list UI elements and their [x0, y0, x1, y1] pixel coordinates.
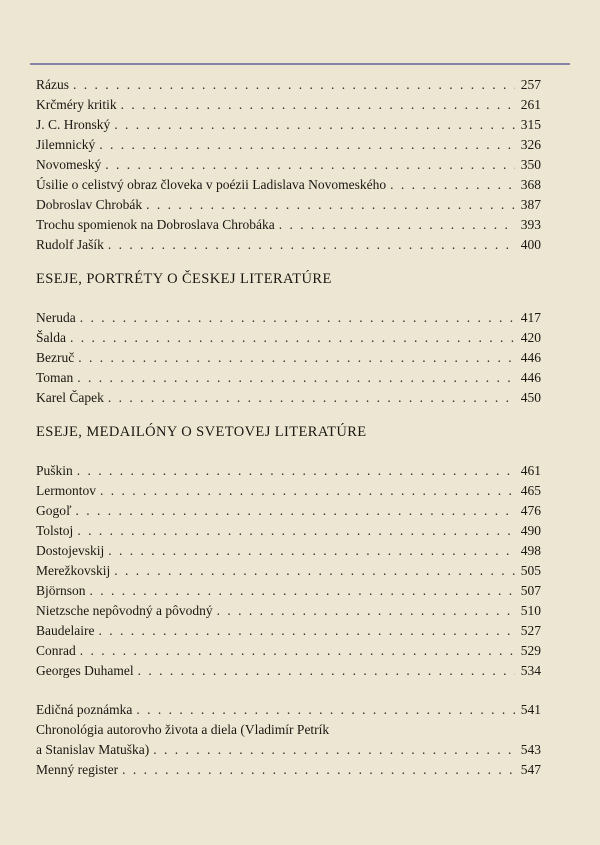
toc-entry	[36, 521, 541, 541]
toc-entry-title: Menný register	[36, 762, 119, 777]
toc-entry-title: Trochu spomienok na Dobroslava Chrobáka	[36, 217, 275, 232]
toc-entry-page: 393	[520, 217, 541, 232]
toc-entry-page: 547	[520, 762, 541, 777]
toc-entry-title: Merežkovskij	[36, 563, 111, 578]
top-rule	[30, 63, 570, 65]
toc-entry-page: 450	[520, 390, 541, 405]
toc-entry	[36, 661, 541, 681]
toc-entry-page: 261	[520, 97, 541, 112]
dot-leader	[136, 700, 515, 720]
dot-leader	[99, 135, 515, 155]
section-czech-literature	[36, 308, 541, 408]
toc-entry-page: 490	[520, 523, 541, 538]
toc-entry-title: Neruda	[36, 310, 76, 325]
toc-entry-page: 507	[520, 583, 541, 598]
toc-entry	[36, 235, 541, 255]
toc-entry-page: 510	[520, 603, 541, 618]
toc-entry-page: 446	[520, 350, 541, 365]
toc-entry	[36, 368, 541, 388]
toc-entry	[36, 621, 541, 641]
toc-entry	[36, 388, 541, 408]
dot-leader	[80, 641, 515, 661]
section-world-literature	[36, 461, 541, 681]
dot-leader	[217, 601, 515, 621]
toc-entry-title: Björnson	[36, 583, 86, 598]
dot-leader	[100, 481, 515, 501]
toc-entry-title: Puškin	[36, 463, 73, 478]
toc-entry	[36, 195, 541, 215]
section-heading-world: ESEJE, MEDAILÓNY O SVETOVEJ LITERATÚRE	[36, 424, 367, 440]
toc-entry-page: 465	[520, 483, 541, 498]
dot-leader	[390, 175, 515, 195]
toc-entry-page: 326	[520, 137, 541, 152]
toc-entry-register	[36, 760, 541, 780]
toc-entry-page: 387	[520, 197, 541, 212]
section-slovak-authors	[36, 75, 541, 255]
toc-entry-title: Lermontov	[36, 483, 96, 498]
toc-entry-title: Toman	[36, 370, 74, 385]
toc-entry-title: Nietzsche nepôvodný a pôvodný	[36, 603, 213, 618]
toc-entry-title: Úsilie o celistvý obraz človeka v poézii Ladislava Novomeského	[36, 177, 387, 192]
dot-leader	[122, 760, 515, 780]
dot-leader	[108, 388, 515, 408]
toc-entry-title: Šalda	[36, 330, 66, 345]
toc-entry-page: 446	[520, 370, 541, 385]
dot-leader	[153, 740, 515, 760]
toc-entry-title: Conrad	[36, 643, 76, 658]
toc-entry-page: 315	[520, 117, 541, 132]
dot-leader	[80, 308, 515, 328]
toc-entry-title: Rudolf Jašík	[36, 237, 104, 252]
dot-leader	[73, 75, 515, 95]
toc-entry-page: 543	[520, 742, 541, 757]
toc-entry-title: Karel Čapek	[36, 390, 104, 405]
section-appendix	[36, 700, 541, 780]
dot-leader	[121, 95, 515, 115]
toc-entry-title: Dobroslav Chrobák	[36, 197, 143, 212]
toc-entry-page: 257	[520, 77, 541, 92]
toc-entry-title: Bezruč	[36, 350, 75, 365]
toc-entry-page: 527	[520, 623, 541, 638]
dot-leader	[75, 501, 515, 521]
toc-entry	[36, 215, 541, 235]
toc-entry-title: Tolstoj	[36, 523, 74, 538]
dot-leader	[138, 661, 515, 681]
toc-entry	[36, 155, 541, 175]
toc-entry-page: 476	[520, 503, 541, 518]
toc-entry-page: 529	[520, 643, 541, 658]
section-heading-czech: ESEJE, PORTRÉTY O ČESKEJ LITERATÚRE	[36, 271, 332, 287]
toc-entry-title: Dostojevskij	[36, 543, 105, 558]
toc-entry-title: Krčméry kritik	[36, 97, 117, 112]
section-gap	[36, 681, 541, 700]
toc-entry-chronology-line1	[36, 720, 541, 740]
toc-entry-page: 350	[520, 157, 541, 172]
dot-leader	[98, 621, 515, 641]
toc-entry	[36, 461, 541, 481]
dot-leader	[146, 195, 515, 215]
dot-leader	[108, 235, 515, 255]
toc-entry-title: Baudelaire	[36, 623, 95, 638]
dot-leader	[77, 368, 515, 388]
toc-entry-page: 541	[520, 702, 541, 717]
toc-entry	[36, 641, 541, 661]
toc-entry	[36, 75, 541, 95]
toc-entry-page: 417	[520, 310, 541, 325]
dot-leader	[70, 328, 515, 348]
toc-entry-title: a Stanislav Matuška)	[36, 742, 150, 757]
toc-entry	[36, 601, 541, 621]
toc-entry-page: 498	[520, 543, 541, 558]
toc-entry-page: 461	[520, 463, 541, 478]
toc-entry	[36, 541, 541, 561]
toc-entry-page: 400	[520, 237, 541, 252]
dot-leader	[105, 155, 515, 175]
toc-entry-title: Georges Duhamel	[36, 663, 134, 678]
toc-entry	[36, 348, 541, 368]
dot-leader	[77, 521, 515, 541]
toc-entry	[36, 115, 541, 135]
toc-entry-title: Gogoľ	[36, 503, 72, 518]
toc-entry	[36, 175, 541, 195]
toc-entry-page: 534	[520, 663, 541, 678]
toc-entry	[36, 95, 541, 115]
toc-entry-title: Jilemnický	[36, 137, 96, 152]
dot-leader	[114, 561, 515, 581]
toc-entry-page: 420	[520, 330, 541, 345]
toc-entry-title: Edičná poznámka	[36, 702, 133, 717]
toc-entry-title: Chronológia autorovho života a diela (Vladimír Petrík	[36, 722, 330, 737]
toc-entry	[36, 135, 541, 155]
toc-entry-chronology	[36, 740, 541, 760]
toc-entry	[36, 481, 541, 501]
toc-entry-edicna	[36, 700, 541, 720]
dot-leader	[77, 461, 515, 481]
toc-entry-title: Novomeský	[36, 157, 102, 172]
toc-entry	[36, 308, 541, 328]
dot-leader	[108, 541, 515, 561]
toc-entry-title: Rázus	[36, 77, 69, 92]
toc-entry	[36, 328, 541, 348]
toc-entry-page: 505	[520, 563, 541, 578]
dot-leader	[279, 215, 515, 235]
dot-leader	[78, 348, 515, 368]
toc-entry	[36, 501, 541, 521]
toc-entry	[36, 561, 541, 581]
toc-entry-page: 368	[520, 177, 541, 192]
dot-leader	[114, 115, 515, 135]
table-of-contents	[36, 75, 541, 780]
toc-entry-title: J. C. Hronský	[36, 117, 111, 132]
dot-leader	[90, 581, 515, 601]
toc-entry	[36, 581, 541, 601]
